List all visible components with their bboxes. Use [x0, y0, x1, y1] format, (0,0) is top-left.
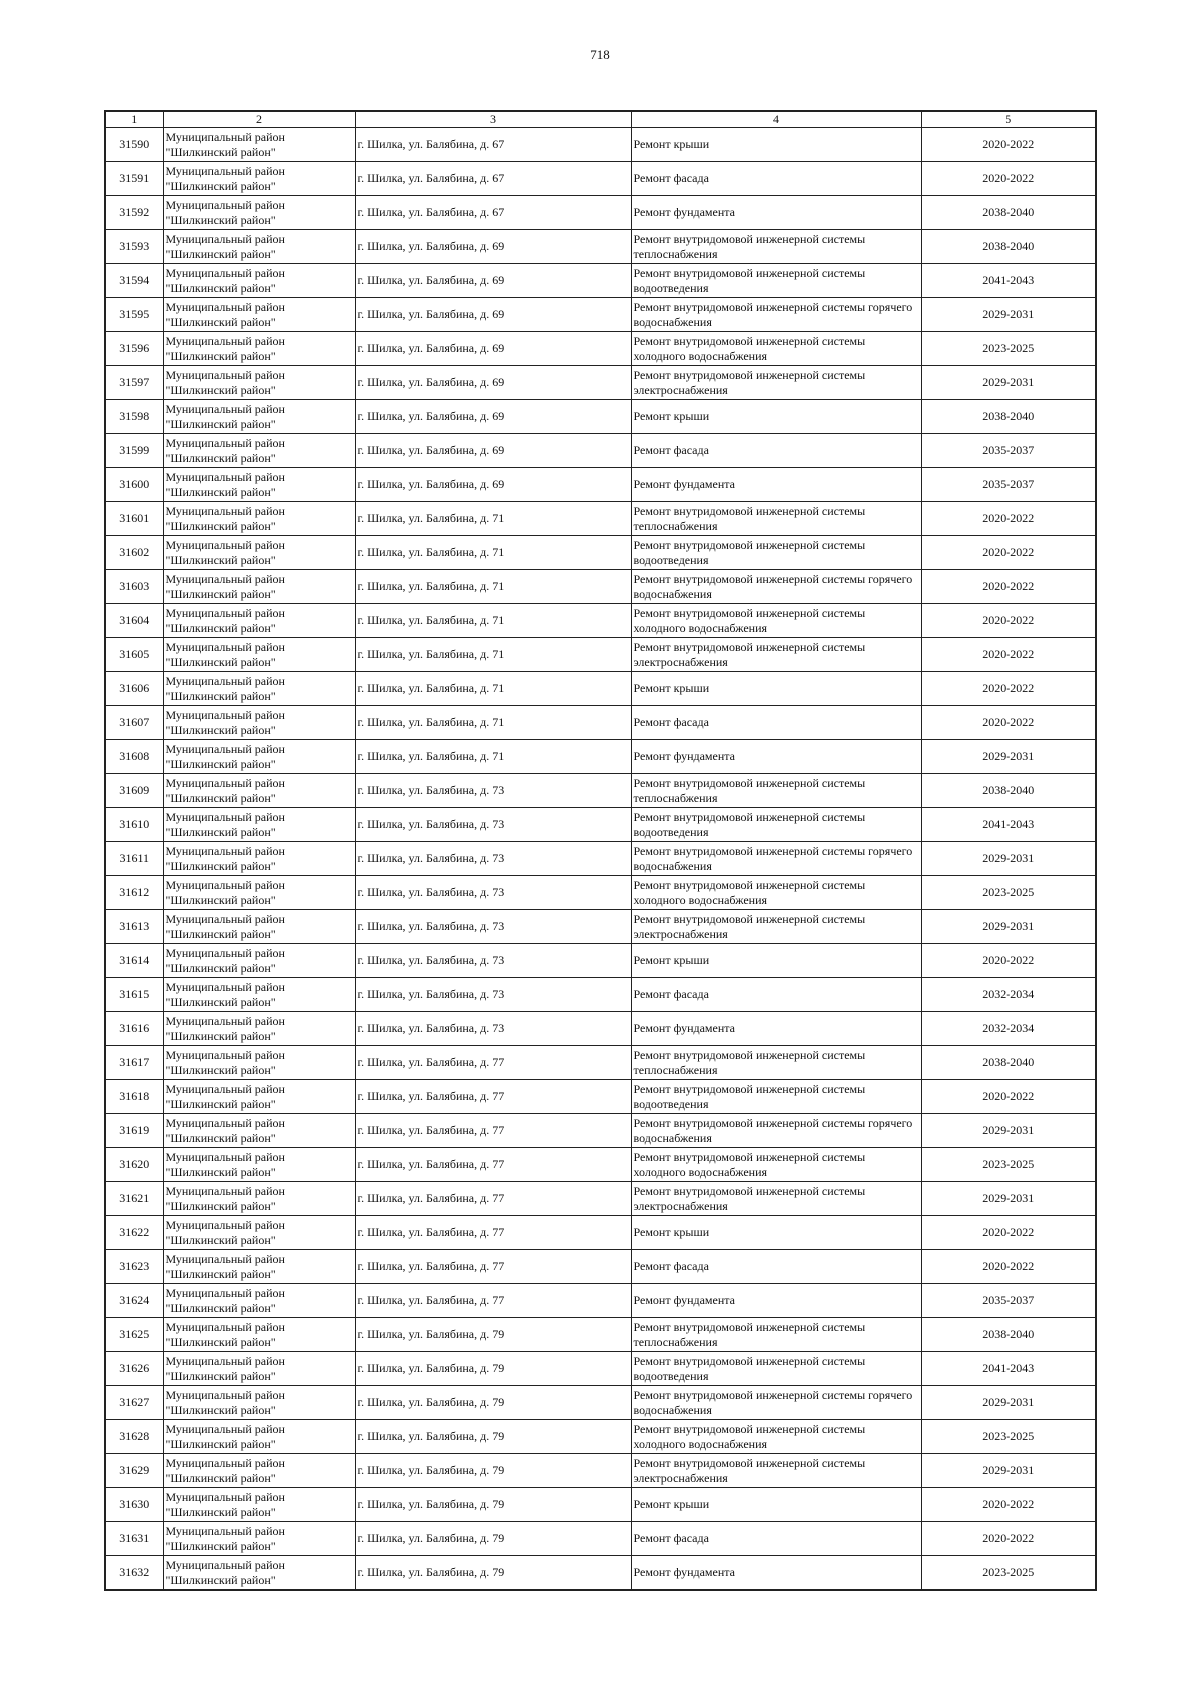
table-row	[105, 672, 1096, 706]
period-cell: 2038-2040	[921, 1046, 1096, 1080]
address-cell: г. Шилка, ул. Балябина, д. 73	[355, 842, 631, 876]
column-header-1: 1	[105, 111, 163, 128]
address-cell: г. Шилка, ул. Балябина, д. 79	[355, 1556, 631, 1591]
column-header-3: 3	[355, 111, 631, 128]
municipality-cell: Муниципальный район "Шилкинский район"	[163, 1284, 355, 1318]
work-type-cell: Ремонт внутридомовой инженерной системы теплоснабжения	[631, 774, 921, 808]
municipality-cell: Муниципальный район "Шилкинский район"	[163, 128, 355, 162]
period-cell: 2020-2022	[921, 1250, 1096, 1284]
municipality-cell: Муниципальный район "Шилкинский район"	[163, 468, 355, 502]
table-row	[105, 230, 1096, 264]
row-number-cell: 31594	[105, 264, 163, 298]
period-cell: 2041-2043	[921, 264, 1096, 298]
period-cell: 2023-2025	[921, 1420, 1096, 1454]
table-row	[105, 706, 1096, 740]
period-cell: 2020-2022	[921, 672, 1096, 706]
row-number-cell: 31616	[105, 1012, 163, 1046]
address-cell: г. Шилка, ул. Балябина, д. 79	[355, 1318, 631, 1352]
municipality-cell: Муниципальный район "Шилкинский район"	[163, 604, 355, 638]
period-cell: 2038-2040	[921, 196, 1096, 230]
address-cell: г. Шилка, ул. Балябина, д. 69	[355, 332, 631, 366]
table-row	[105, 162, 1096, 196]
period-cell: 2023-2025	[921, 332, 1096, 366]
address-cell: г. Шилка, ул. Балябина, д. 73	[355, 876, 631, 910]
row-number-cell: 31622	[105, 1216, 163, 1250]
municipality-cell: Муниципальный район "Шилкинский район"	[163, 876, 355, 910]
row-number-cell: 31598	[105, 400, 163, 434]
address-cell: г. Шилка, ул. Балябина, д. 79	[355, 1522, 631, 1556]
work-type-cell: Ремонт внутридомовой инженерной системы теплоснабжения	[631, 1046, 921, 1080]
period-cell: 2029-2031	[921, 740, 1096, 774]
address-cell: г. Шилка, ул. Балябина, д. 77	[355, 1216, 631, 1250]
municipality-cell: Муниципальный район "Шилкинский район"	[163, 162, 355, 196]
municipality-cell: Муниципальный район "Шилкинский район"	[163, 298, 355, 332]
row-number-cell: 31613	[105, 910, 163, 944]
row-number-cell: 31611	[105, 842, 163, 876]
row-number-cell: 31618	[105, 1080, 163, 1114]
table-row	[105, 264, 1096, 298]
table-row	[105, 502, 1096, 536]
row-number-cell: 31600	[105, 468, 163, 502]
address-cell: г. Шилка, ул. Балябина, д. 69	[355, 400, 631, 434]
table-row	[105, 842, 1096, 876]
work-type-cell: Ремонт внутридомовой инженерной системы холодного водоснабжения	[631, 1420, 921, 1454]
municipality-cell: Муниципальный район "Шилкинский район"	[163, 1182, 355, 1216]
period-cell: 2020-2022	[921, 128, 1096, 162]
period-cell: 2020-2022	[921, 502, 1096, 536]
work-type-cell: Ремонт внутридомовой инженерной системы теплоснабжения	[631, 502, 921, 536]
table-row	[105, 1250, 1096, 1284]
work-type-cell: Ремонт внутридомовой инженерной системы теплоснабжения	[631, 1318, 921, 1352]
address-cell: г. Шилка, ул. Балябина, д. 67	[355, 196, 631, 230]
municipality-cell: Муниципальный район "Шилкинский район"	[163, 1318, 355, 1352]
table-row	[105, 1556, 1096, 1591]
table-row	[105, 1284, 1096, 1318]
municipality-cell: Муниципальный район "Шилкинский район"	[163, 1012, 355, 1046]
work-type-cell: Ремонт внутридомовой инженерной системы горячего водоснабжения	[631, 570, 921, 604]
period-cell: 2032-2034	[921, 978, 1096, 1012]
period-cell: 2020-2022	[921, 638, 1096, 672]
page-number: 718	[590, 47, 610, 62]
address-cell: г. Шилка, ул. Балябина, д. 71	[355, 570, 631, 604]
municipality-cell: Муниципальный район "Шилкинский район"	[163, 672, 355, 706]
address-cell: г. Шилка, ул. Балябина, д. 69	[355, 434, 631, 468]
table-row	[105, 332, 1096, 366]
work-type-cell: Ремонт крыши	[631, 128, 921, 162]
period-cell: 2029-2031	[921, 1454, 1096, 1488]
municipality-cell: Муниципальный район "Шилкинский район"	[163, 842, 355, 876]
work-type-cell: Ремонт внутридомовой инженерной системы электроснабжения	[631, 638, 921, 672]
address-cell: г. Шилка, ул. Балябина, д. 77	[355, 1046, 631, 1080]
row-number-cell: 31597	[105, 366, 163, 400]
municipality-cell: Муниципальный район "Шилкинский район"	[163, 1420, 355, 1454]
work-type-cell: Ремонт внутридомовой инженерной системы холодного водоснабжения	[631, 1148, 921, 1182]
table-row	[105, 1454, 1096, 1488]
work-type-cell: Ремонт фасада	[631, 1522, 921, 1556]
row-number-cell: 31604	[105, 604, 163, 638]
work-type-cell: Ремонт крыши	[631, 944, 921, 978]
address-cell: г. Шилка, ул. Балябина, д. 71	[355, 672, 631, 706]
address-cell: г. Шилка, ул. Балябина, д. 67	[355, 162, 631, 196]
municipality-cell: Муниципальный район "Шилкинский район"	[163, 366, 355, 400]
row-number-cell: 31609	[105, 774, 163, 808]
period-cell: 2023-2025	[921, 1556, 1096, 1591]
column-header-2: 2	[163, 111, 355, 128]
registry-table	[104, 110, 1097, 1591]
period-cell: 2020-2022	[921, 944, 1096, 978]
municipality-cell: Муниципальный район "Шилкинский район"	[163, 910, 355, 944]
table-row	[105, 536, 1096, 570]
work-type-cell: Ремонт крыши	[631, 1488, 921, 1522]
table-row	[105, 366, 1096, 400]
work-type-cell: Ремонт фундамента	[631, 1012, 921, 1046]
address-cell: г. Шилка, ул. Балябина, д. 77	[355, 1182, 631, 1216]
table-row	[105, 740, 1096, 774]
municipality-cell: Муниципальный район "Шилкинский район"	[163, 434, 355, 468]
municipality-cell: Муниципальный район "Шилкинский район"	[163, 638, 355, 672]
address-cell: г. Шилка, ул. Балябина, д. 71	[355, 536, 631, 570]
row-number-cell: 31602	[105, 536, 163, 570]
municipality-cell: Муниципальный район "Шилкинский район"	[163, 944, 355, 978]
period-cell: 2038-2040	[921, 1318, 1096, 1352]
address-cell: г. Шилка, ул. Балябина, д. 71	[355, 604, 631, 638]
work-type-cell: Ремонт фасада	[631, 434, 921, 468]
row-number-cell: 31606	[105, 672, 163, 706]
row-number-cell: 31621	[105, 1182, 163, 1216]
work-type-cell: Ремонт фасада	[631, 1250, 921, 1284]
address-cell: г. Шилка, ул. Балябина, д. 79	[355, 1488, 631, 1522]
work-type-cell: Ремонт внутридомовой инженерной системы водоотведения	[631, 808, 921, 842]
table-row	[105, 298, 1096, 332]
row-number-cell: 31592	[105, 196, 163, 230]
period-cell: 2029-2031	[921, 1182, 1096, 1216]
row-number-cell: 31610	[105, 808, 163, 842]
table-row	[105, 774, 1096, 808]
municipality-cell: Муниципальный район "Шилкинский район"	[163, 740, 355, 774]
period-cell: 2038-2040	[921, 400, 1096, 434]
work-type-cell: Ремонт фундамента	[631, 196, 921, 230]
address-cell: г. Шилка, ул. Балябина, д. 73	[355, 1012, 631, 1046]
period-cell: 2035-2037	[921, 434, 1096, 468]
address-cell: г. Шилка, ул. Балябина, д. 77	[355, 1284, 631, 1318]
period-cell: 2023-2025	[921, 876, 1096, 910]
municipality-cell: Муниципальный район "Шилкинский район"	[163, 1556, 355, 1591]
work-type-cell: Ремонт крыши	[631, 1216, 921, 1250]
municipality-cell: Муниципальный район "Шилкинский район"	[163, 978, 355, 1012]
row-number-cell: 31624	[105, 1284, 163, 1318]
address-cell: г. Шилка, ул. Балябина, д. 77	[355, 1148, 631, 1182]
address-cell: г. Шилка, ул. Балябина, д. 69	[355, 264, 631, 298]
address-cell: г. Шилка, ул. Балябина, д. 77	[355, 1250, 631, 1284]
work-type-cell: Ремонт фасада	[631, 162, 921, 196]
municipality-cell: Муниципальный район "Шилкинский район"	[163, 706, 355, 740]
table-row	[105, 128, 1096, 162]
period-cell: 2023-2025	[921, 1148, 1096, 1182]
row-number-cell: 31599	[105, 434, 163, 468]
work-type-cell: Ремонт фундамента	[631, 468, 921, 502]
address-cell: г. Шилка, ул. Балябина, д. 71	[355, 638, 631, 672]
table-row	[105, 1046, 1096, 1080]
municipality-cell: Муниципальный район "Шилкинский район"	[163, 400, 355, 434]
period-cell: 2020-2022	[921, 1522, 1096, 1556]
work-type-cell: Ремонт внутридомовой инженерной системы электроснабжения	[631, 1454, 921, 1488]
municipality-cell: Муниципальный район "Шилкинский район"	[163, 1046, 355, 1080]
address-cell: г. Шилка, ул. Балябина, д. 77	[355, 1080, 631, 1114]
period-cell: 2029-2031	[921, 1386, 1096, 1420]
table-row	[105, 1488, 1096, 1522]
work-type-cell: Ремонт фундамента	[631, 1556, 921, 1591]
table-row	[105, 876, 1096, 910]
period-cell: 2020-2022	[921, 162, 1096, 196]
period-cell: 2020-2022	[921, 604, 1096, 638]
row-number-cell: 31628	[105, 1420, 163, 1454]
work-type-cell: Ремонт фундамента	[631, 740, 921, 774]
row-number-cell: 31626	[105, 1352, 163, 1386]
row-number-cell: 31623	[105, 1250, 163, 1284]
municipality-cell: Муниципальный район "Шилкинский район"	[163, 196, 355, 230]
municipality-cell: Муниципальный район "Шилкинский район"	[163, 1148, 355, 1182]
row-number-cell: 31617	[105, 1046, 163, 1080]
period-cell: 2020-2022	[921, 706, 1096, 740]
address-cell: г. Шилка, ул. Балябина, д. 77	[355, 1114, 631, 1148]
period-cell: 2029-2031	[921, 910, 1096, 944]
row-number-cell: 31630	[105, 1488, 163, 1522]
work-type-cell: Ремонт фасада	[631, 706, 921, 740]
row-number-cell: 31605	[105, 638, 163, 672]
table-row	[105, 944, 1096, 978]
row-number-cell: 31632	[105, 1556, 163, 1591]
period-cell: 2038-2040	[921, 774, 1096, 808]
row-number-cell: 31608	[105, 740, 163, 774]
table-row	[105, 1352, 1096, 1386]
row-number-cell: 31629	[105, 1454, 163, 1488]
period-cell: 2038-2040	[921, 230, 1096, 264]
row-number-cell: 31620	[105, 1148, 163, 1182]
period-cell: 2035-2037	[921, 1284, 1096, 1318]
address-cell: г. Шилка, ул. Балябина, д. 69	[355, 230, 631, 264]
period-cell: 2029-2031	[921, 366, 1096, 400]
address-cell: г. Шилка, ул. Балябина, д. 71	[355, 502, 631, 536]
address-cell: г. Шилка, ул. Балябина, д. 73	[355, 774, 631, 808]
address-cell: г. Шилка, ул. Балябина, д. 71	[355, 706, 631, 740]
address-cell: г. Шилка, ул. Балябина, д. 69	[355, 366, 631, 400]
municipality-cell: Муниципальный район "Шилкинский район"	[163, 1522, 355, 1556]
municipality-cell: Муниципальный район "Шилкинский район"	[163, 1080, 355, 1114]
municipality-cell: Муниципальный район "Шилкинский район"	[163, 570, 355, 604]
row-number-cell: 31619	[105, 1114, 163, 1148]
table-row	[105, 1080, 1096, 1114]
table-row	[105, 910, 1096, 944]
row-number-cell: 31607	[105, 706, 163, 740]
table-row	[105, 1386, 1096, 1420]
work-type-cell: Ремонт внутридомовой инженерной системы водоотведения	[631, 1352, 921, 1386]
work-type-cell: Ремонт внутридомовой инженерной системы электроснабжения	[631, 366, 921, 400]
work-type-cell: Ремонт внутридомовой инженерной системы электроснабжения	[631, 910, 921, 944]
work-type-cell: Ремонт внутридомовой инженерной системы горячего водоснабжения	[631, 298, 921, 332]
table-row	[105, 570, 1096, 604]
work-type-cell: Ремонт фасада	[631, 978, 921, 1012]
municipality-cell: Муниципальный район "Шилкинский район"	[163, 502, 355, 536]
address-cell: г. Шилка, ул. Балябина, д. 73	[355, 978, 631, 1012]
period-cell: 2020-2022	[921, 1488, 1096, 1522]
work-type-cell: Ремонт внутридомовой инженерной системы электроснабжения	[631, 1182, 921, 1216]
work-type-cell: Ремонт внутридомовой инженерной системы горячего водоснабжения	[631, 842, 921, 876]
row-number-cell: 31631	[105, 1522, 163, 1556]
table-header	[105, 111, 1096, 128]
row-number-cell: 31612	[105, 876, 163, 910]
period-cell: 2041-2043	[921, 1352, 1096, 1386]
address-cell: г. Шилка, ул. Балябина, д. 79	[355, 1386, 631, 1420]
municipality-cell: Муниципальный район "Шилкинский район"	[163, 1488, 355, 1522]
work-type-cell: Ремонт внутридомовой инженерной системы горячего водоснабжения	[631, 1386, 921, 1420]
table-row	[105, 1148, 1096, 1182]
municipality-cell: Муниципальный район "Шилкинский район"	[163, 1114, 355, 1148]
row-number-cell: 31601	[105, 502, 163, 536]
municipality-cell: Муниципальный район "Шилкинский район"	[163, 536, 355, 570]
table-row	[105, 1522, 1096, 1556]
period-cell: 2035-2037	[921, 468, 1096, 502]
address-cell: г. Шилка, ул. Балябина, д. 79	[355, 1454, 631, 1488]
work-type-cell: Ремонт внутридомовой инженерной системы водоотведения	[631, 1080, 921, 1114]
row-number-cell: 31590	[105, 128, 163, 162]
address-cell: г. Шилка, ул. Балябина, д. 73	[355, 808, 631, 842]
row-number-cell: 31591	[105, 162, 163, 196]
municipality-cell: Муниципальный район "Шилкинский район"	[163, 1216, 355, 1250]
row-number-cell: 31596	[105, 332, 163, 366]
period-cell: 2029-2031	[921, 842, 1096, 876]
work-type-cell: Ремонт внутридомовой инженерной системы холодного водоснабжения	[631, 604, 921, 638]
row-number-cell: 31593	[105, 230, 163, 264]
address-cell: г. Шилка, ул. Балябина, д. 69	[355, 298, 631, 332]
work-type-cell: Ремонт крыши	[631, 672, 921, 706]
column-header-5: 5	[921, 111, 1096, 128]
period-cell: 2029-2031	[921, 298, 1096, 332]
column-header-4: 4	[631, 111, 921, 128]
address-cell: г. Шилка, ул. Балябина, д. 73	[355, 910, 631, 944]
table-row	[105, 1182, 1096, 1216]
work-type-cell: Ремонт фундамента	[631, 1284, 921, 1318]
period-cell: 2020-2022	[921, 1216, 1096, 1250]
address-cell: г. Шилка, ул. Балябина, д. 67	[355, 128, 631, 162]
row-number-cell: 31614	[105, 944, 163, 978]
work-type-cell: Ремонт внутридомовой инженерной системы горячего водоснабжения	[631, 1114, 921, 1148]
work-type-cell: Ремонт внутридомовой инженерной системы холодного водоснабжения	[631, 876, 921, 910]
table-row	[105, 1012, 1096, 1046]
period-cell: 2032-2034	[921, 1012, 1096, 1046]
table-body	[105, 128, 1096, 1591]
municipality-cell: Муниципальный район "Шилкинский район"	[163, 264, 355, 298]
table-row	[105, 1318, 1096, 1352]
period-cell: 2029-2031	[921, 1114, 1096, 1148]
municipality-cell: Муниципальный район "Шилкинский район"	[163, 774, 355, 808]
row-number-cell: 31603	[105, 570, 163, 604]
table-row	[105, 1114, 1096, 1148]
municipality-cell: Муниципальный район "Шилкинский район"	[163, 1250, 355, 1284]
address-cell: г. Шилка, ул. Балябина, д. 79	[355, 1420, 631, 1454]
period-cell: 2020-2022	[921, 536, 1096, 570]
table-row	[105, 1216, 1096, 1250]
table-row	[105, 196, 1096, 230]
work-type-cell: Ремонт крыши	[631, 400, 921, 434]
address-cell: г. Шилка, ул. Балябина, д. 69	[355, 468, 631, 502]
table-row	[105, 1420, 1096, 1454]
table-row	[105, 400, 1096, 434]
row-number-cell: 31625	[105, 1318, 163, 1352]
address-cell: г. Шилка, ул. Балябина, д. 71	[355, 740, 631, 774]
table-row	[105, 978, 1096, 1012]
address-cell: г. Шилка, ул. Балябина, д. 73	[355, 944, 631, 978]
work-type-cell: Ремонт внутридомовой инженерной системы водоотведения	[631, 536, 921, 570]
address-cell: г. Шилка, ул. Балябина, д. 79	[355, 1352, 631, 1386]
table-row	[105, 604, 1096, 638]
table-row	[105, 808, 1096, 842]
municipality-cell: Муниципальный район "Шилкинский район"	[163, 808, 355, 842]
work-type-cell: Ремонт внутридомовой инженерной системы холодного водоснабжения	[631, 332, 921, 366]
municipality-cell: Муниципальный район "Шилкинский район"	[163, 230, 355, 264]
header-row	[105, 111, 1096, 128]
row-number-cell: 31627	[105, 1386, 163, 1420]
municipality-cell: Муниципальный район "Шилкинский район"	[163, 1454, 355, 1488]
row-number-cell: 31595	[105, 298, 163, 332]
table-row	[105, 434, 1096, 468]
municipality-cell: Муниципальный район "Шилкинский район"	[163, 1386, 355, 1420]
period-cell: 2020-2022	[921, 1080, 1096, 1114]
table-row	[105, 468, 1096, 502]
work-type-cell: Ремонт внутридомовой инженерной системы теплоснабжения	[631, 230, 921, 264]
municipality-cell: Муниципальный район "Шилкинский район"	[163, 332, 355, 366]
period-cell: 2020-2022	[921, 570, 1096, 604]
table-row	[105, 638, 1096, 672]
period-cell: 2041-2043	[921, 808, 1096, 842]
work-type-cell: Ремонт внутридомовой инженерной системы водоотведения	[631, 264, 921, 298]
row-number-cell: 31615	[105, 978, 163, 1012]
municipality-cell: Муниципальный район "Шилкинский район"	[163, 1352, 355, 1386]
